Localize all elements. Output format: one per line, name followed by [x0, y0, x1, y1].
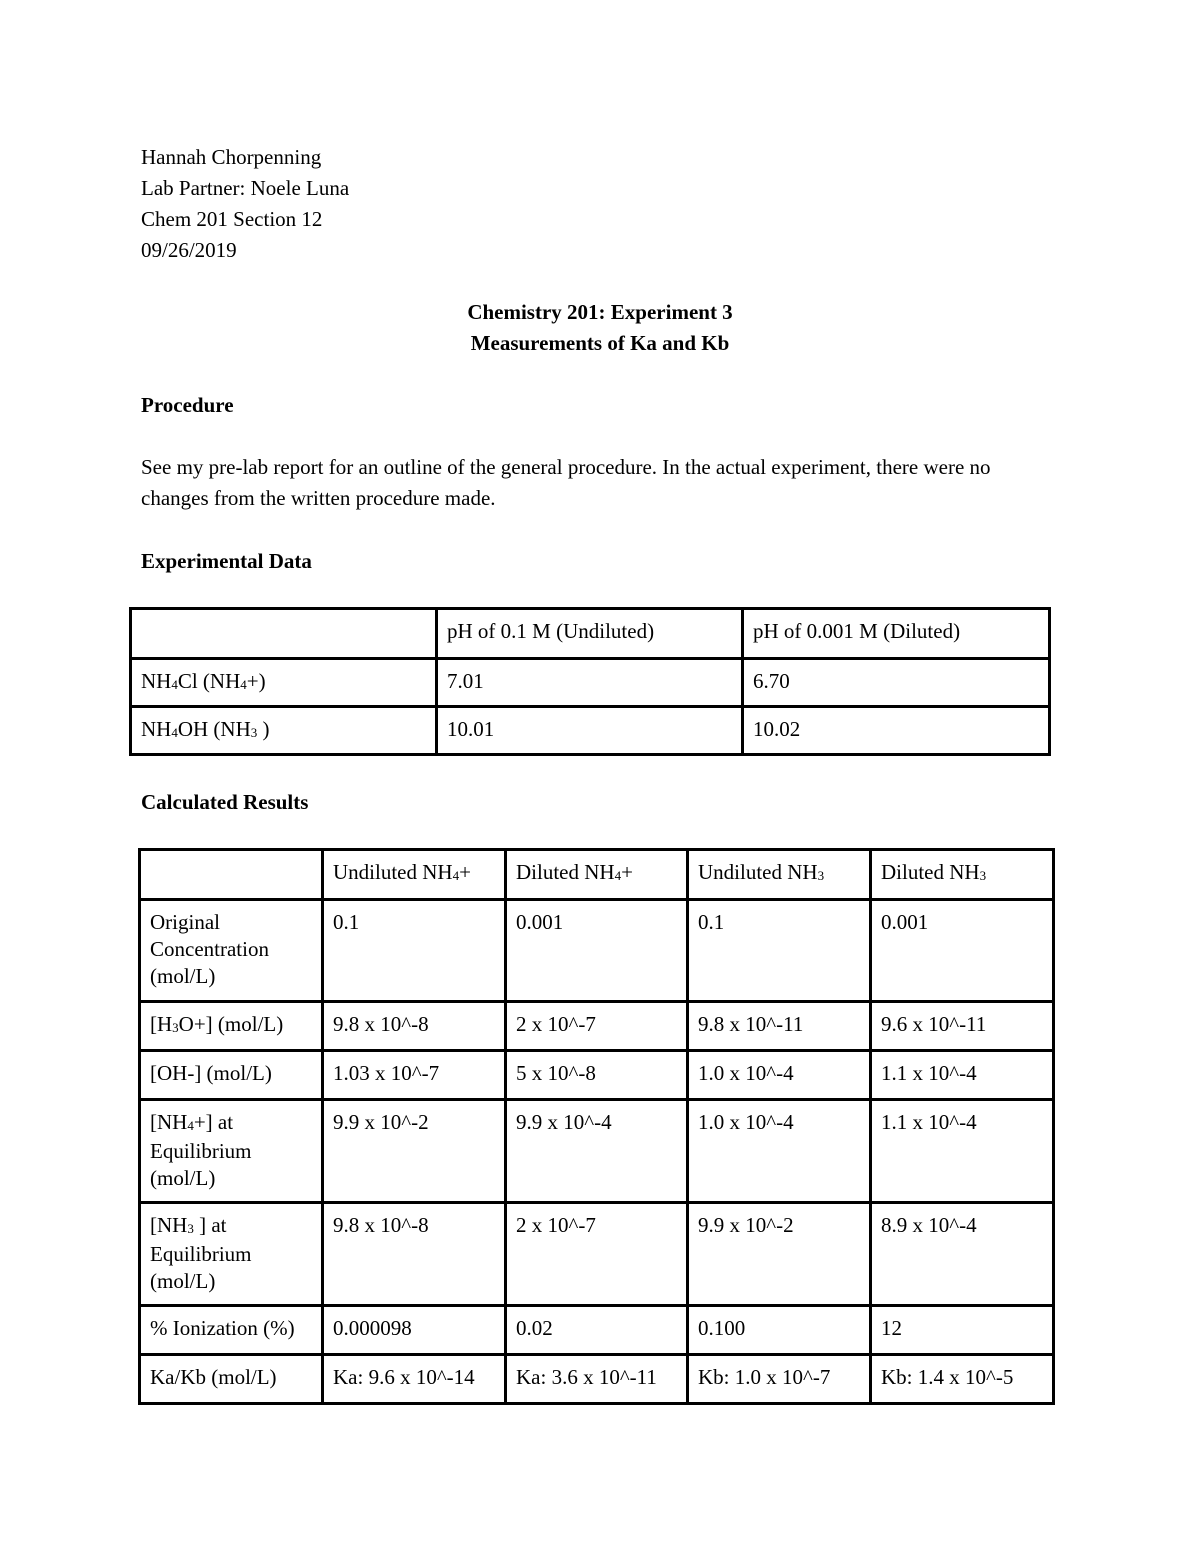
table-row: [131, 707, 1050, 755]
table-row: [140, 1100, 1054, 1203]
table-row: [140, 900, 1054, 1002]
subscript: 3: [817, 868, 825, 883]
subscript: 4: [240, 677, 247, 692]
procedure-text: See my pre-lab report for an outline of the general procedure. In the actual experiment, there were no changes from the written procedure made.: [141, 455, 991, 510]
procedure-heading: Procedure: [141, 393, 234, 417]
row-label-cell: NH4Cl (NH4+): [131, 659, 437, 707]
value-cell: 1.1 x 10^-4: [871, 1100, 1054, 1203]
author-header: [141, 142, 349, 266]
value-cell: 2 x 10^-7: [506, 1203, 688, 1306]
subscript: 4: [171, 677, 178, 692]
row-label-cell: [NH4+] at Equilibrium (mol/L): [140, 1100, 323, 1203]
subscript: 3: [172, 1020, 179, 1035]
header-cell: Diluted NH3: [871, 850, 1054, 900]
table-row: [140, 1051, 1054, 1100]
subscript: 3: [187, 1221, 194, 1236]
report-date: 09/26/2019: [141, 238, 237, 262]
value-cell: 0.100: [688, 1306, 871, 1355]
value-cell: 1.03 x 10^-7: [323, 1051, 506, 1100]
calculated-results-table: [138, 848, 1055, 1405]
header-cell: [140, 850, 323, 900]
table-row: [140, 1355, 1054, 1404]
value-cell: 9.9 x 10^-4: [506, 1100, 688, 1203]
table-row: [140, 1002, 1054, 1051]
value-cell: 5 x 10^-8: [506, 1051, 688, 1100]
title-line-1: Chemistry 201: Experiment 3: [467, 300, 733, 324]
title-line-2: Measurements of Ka and Kb: [470, 331, 730, 355]
value-cell: 0.02: [506, 1306, 688, 1355]
header-cell: pH of 0.1 M (Undiluted): [437, 609, 743, 659]
value-cell: 9.8 x 10^-8: [323, 1002, 506, 1051]
author-name: Hannah Chorpenning: [141, 145, 322, 169]
header-cell: pH of 0.001 M (Diluted): [743, 609, 1050, 659]
value-cell: 10.01: [437, 707, 743, 755]
value-cell: 0.000098: [323, 1306, 506, 1355]
subscript: 4: [187, 1118, 194, 1133]
subscript: 3: [250, 725, 258, 740]
subscript: 4: [614, 868, 622, 883]
value-cell: 7.01: [437, 659, 743, 707]
row-label-cell: % Ionization (%): [140, 1306, 323, 1355]
table-header-row: [140, 850, 1054, 900]
calculated-results-heading: Calculated Results: [141, 790, 309, 814]
experimental-data-heading: Experimental Data: [141, 549, 312, 573]
value-cell: 0.001: [871, 900, 1054, 1002]
value-cell: 8.9 x 10^-4: [871, 1203, 1054, 1306]
header-cell: [131, 609, 437, 659]
row-label-cell: Ka/Kb (mol/L): [140, 1355, 323, 1404]
subscript: 3: [979, 868, 987, 883]
value-cell: 9.9 x 10^-2: [688, 1203, 871, 1306]
table-row: [140, 1203, 1054, 1306]
value-cell: 10.02: [743, 707, 1050, 755]
header-cell: Undiluted NH3: [688, 850, 871, 900]
experimental-data-table: [129, 607, 1051, 756]
value-cell: Kb: 1.4 x 10^-5: [871, 1355, 1054, 1404]
value-cell: Kb: 1.0 x 10^-7: [688, 1355, 871, 1404]
row-label-cell: [OH-] (mol/L): [140, 1051, 323, 1100]
value-cell: 6.70: [743, 659, 1050, 707]
row-label-cell: NH4OH (NH3 ): [131, 707, 437, 755]
subscript: 4: [452, 868, 460, 883]
value-cell: 9.8 x 10^-8: [323, 1203, 506, 1306]
course-section: Chem 201 Section 12: [141, 207, 323, 231]
document-title: [0, 297, 1200, 359]
row-label-cell: [NH3 ] at Equilibrium (mol/L): [140, 1203, 323, 1306]
value-cell: 0.1: [688, 900, 871, 1002]
table-header-row: [131, 609, 1050, 659]
value-cell: 2 x 10^-7: [506, 1002, 688, 1051]
value-cell: 1.0 x 10^-4: [688, 1051, 871, 1100]
value-cell: 12: [871, 1306, 1054, 1355]
value-cell: 1.0 x 10^-4: [688, 1100, 871, 1203]
value-cell: 0.001: [506, 900, 688, 1002]
header-cell: Diluted NH4+: [506, 850, 688, 900]
value-cell: 1.1 x 10^-4: [871, 1051, 1054, 1100]
row-label-cell: Original Concentration (mol/L): [140, 900, 323, 1002]
subscript: 4: [171, 725, 178, 740]
value-cell: 0.1: [323, 900, 506, 1002]
table-row: [131, 659, 1050, 707]
value-cell: Ka: 9.6 x 10^-14: [323, 1355, 506, 1404]
table-row: [140, 1306, 1054, 1355]
value-cell: 9.9 x 10^-2: [323, 1100, 506, 1203]
row-label-cell: [H3O+] (mol/L): [140, 1002, 323, 1051]
value-cell: 9.6 x 10^-11: [871, 1002, 1054, 1051]
header-cell: Undiluted NH4+: [323, 850, 506, 900]
value-cell: 9.8 x 10^-11: [688, 1002, 871, 1051]
lab-partner: Lab Partner: Noele Luna: [141, 176, 350, 200]
value-cell: Ka: 3.6 x 10^-11: [506, 1355, 688, 1404]
